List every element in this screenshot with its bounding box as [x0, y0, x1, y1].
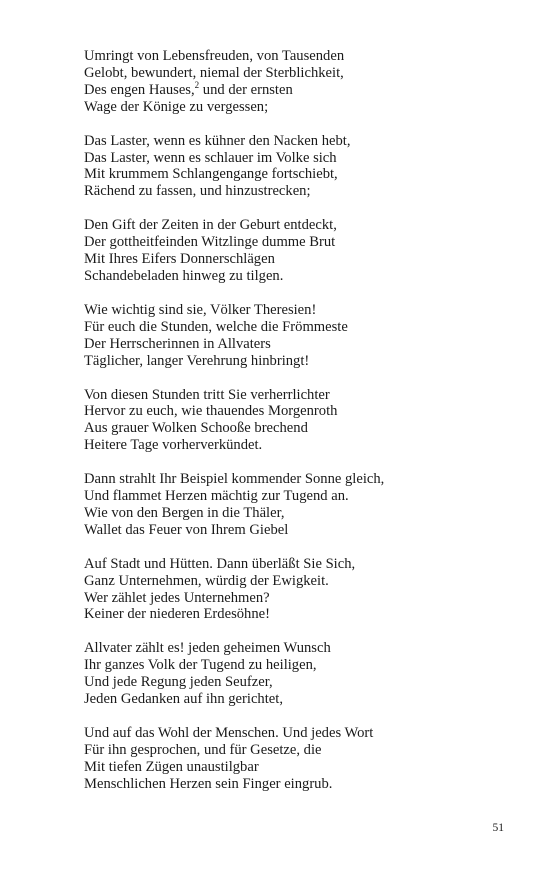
verse-line: Allvater zählt es! jeden geheimen Wunsch: [84, 640, 331, 657]
verse-line: Umringt von Lebensfreuden, von Tausenden: [84, 48, 345, 64]
verse-line: Schandebeladen hinweg zu tilgen.: [84, 267, 284, 284]
verse-line: Wage der Könige zu vergessen;: [84, 98, 269, 115]
stanza-5: [84, 387, 524, 455]
verse-line: Das Laster, wenn es kühner den Nacken hebt,: [84, 132, 351, 149]
verse-line: Das Laster, wenn es schlauer im Volke sich: [84, 149, 337, 166]
verse-line: Wallet das Feuer von Ihrem Giebel: [84, 521, 289, 538]
verse-line: Mit tiefen Zügen unaustilgbar: [84, 758, 259, 775]
stanza-1: [84, 48, 524, 116]
stanza-9: [84, 725, 524, 793]
verse-line: Und jede Regung jeden Seufzer,: [84, 674, 273, 691]
verse-line-tail: und der ernsten: [199, 81, 293, 98]
verse-line-head: Des engen Hauses,: [84, 81, 195, 98]
verse-line: Ganz Unternehmen, würdig der Ewigkeit.: [84, 572, 329, 589]
stanza-6: [84, 471, 524, 539]
verse-line: Wer zählet jedes Unternehmen?: [84, 589, 270, 606]
stanza-3: [84, 217, 524, 285]
verse-line: Wie wichtig sind sie, Völker Theresien!: [84, 301, 317, 318]
verse-line: Der Herrscherinnen in Allvaters: [84, 335, 271, 352]
verse-line: Und auf das Wohl der Menschen. Und jedes Wort: [84, 725, 374, 741]
verse-line: Mit Ihres Eifers Donnerschlägen: [84, 251, 275, 268]
verse-line: Rächend zu fassen, und hinzustrecken;: [84, 183, 311, 200]
verse-line: Aus grauer Wolken Schooße brechend: [84, 420, 308, 437]
verse-line: Ihr ganzes Volk der Tugend zu heiligen,: [84, 657, 317, 674]
verse-line: Für ihn gesprochen, und für Gesetze, die: [84, 741, 322, 758]
verse-line: Den Gift der Zeiten in der Geburt entdeckt,: [84, 217, 337, 234]
stanza-4: [84, 302, 524, 370]
footnote-marker[interactable]: 2: [194, 79, 200, 90]
poem-text: [84, 48, 524, 810]
verse-line: Jeden Gedanken auf ihn gerichtet,: [84, 691, 283, 708]
verse-line: Heitere Tage vorherverkündet.: [84, 437, 263, 454]
verse-line: Dann strahlt Ihr Beispiel kommender Sonne gleich,: [84, 471, 385, 488]
verse-line: Auf Stadt und Hütten. Dann überläßt Sie Sich,: [84, 555, 356, 572]
verse-line: Keiner der niederen Erdesöhne!: [84, 606, 270, 623]
verse-line: Menschlichen Herzen sein Finger eingrub.: [84, 775, 333, 792]
verse-line: Wie von den Bergen in die Thäler,: [84, 504, 285, 521]
stanza-2: [84, 133, 524, 201]
verse-line-with-footnote: [84, 79, 524, 99]
stanza-8: [84, 640, 524, 708]
verse-line: Von diesen Stunden tritt Sie verherrlichter: [84, 386, 330, 403]
verse-line: Gelobt, bewundert, niemal der Sterblichkeit,: [84, 64, 344, 81]
page-number: 51: [492, 822, 504, 834]
verse-line: Hervor zu euch, wie thauendes Morgenroth: [84, 403, 338, 420]
verse-line: Täglicher, langer Verehrung hinbringt!: [84, 352, 310, 369]
stanza-7: [84, 556, 524, 624]
verse-line: Der gottheitfeinden Witzlinge dumme Brut: [84, 234, 336, 251]
verse-line: Und flammet Herzen mächtig zur Tugend an.: [84, 488, 349, 505]
verse-line: Mit krummem Schlangengange fortschiebt,: [84, 166, 338, 183]
verse-line: Für euch die Stunden, welche die Frömmeste: [84, 318, 348, 335]
